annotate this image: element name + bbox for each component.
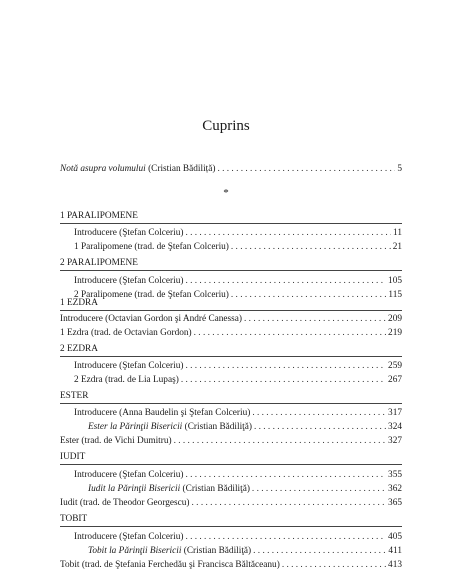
toc-entry bbox=[60, 328, 402, 339]
leader-dots bbox=[231, 242, 391, 253]
leader-dots bbox=[185, 532, 386, 543]
entry-text: 2 Paralipomene (trad. de Ştefan Colceriu) bbox=[74, 290, 229, 300]
leader-dots bbox=[252, 408, 386, 419]
toc-entry bbox=[60, 560, 402, 571]
leader-dots bbox=[253, 546, 386, 557]
entry-text: Introducere (Ştefan Colceriu) bbox=[74, 361, 184, 371]
leader-dots bbox=[185, 276, 386, 287]
section-heading: 2 PARALIPOMENE bbox=[60, 258, 138, 268]
page-number: 411 bbox=[388, 546, 402, 556]
entry-author: (Cristian Bădiliţă) bbox=[183, 546, 252, 556]
page-number: 5 bbox=[397, 164, 402, 174]
leader-dots bbox=[254, 422, 386, 433]
page-number: 362 bbox=[388, 484, 402, 494]
section-rule bbox=[60, 356, 402, 357]
section-rule bbox=[60, 403, 402, 404]
page-number: 209 bbox=[388, 314, 402, 324]
leader-dots bbox=[192, 498, 387, 509]
toc-entry bbox=[60, 498, 402, 509]
section-heading: 1 EZDRA bbox=[60, 298, 98, 308]
entry-text: 2 Ezdra (trad. de Lia Lupaş) bbox=[74, 375, 179, 385]
section-heading: 1 PARALIPOMENE bbox=[60, 211, 138, 221]
entry-text: Introducere (Anna Baudelin şi Ştefan Colceriu) bbox=[74, 408, 251, 418]
page-number: 355 bbox=[388, 470, 402, 480]
toc-entry bbox=[74, 470, 402, 481]
page-number: 365 bbox=[388, 498, 402, 508]
leader-dots bbox=[252, 484, 386, 495]
entry-text: Introducere (Octavian Gordon şi André Canessa) bbox=[60, 314, 243, 324]
toc-entry bbox=[88, 484, 402, 495]
section-rule bbox=[60, 223, 402, 224]
section-rule bbox=[60, 310, 402, 311]
page-number: 327 bbox=[388, 436, 402, 446]
entry-italic-title: Ester la Părinţii Bisericii bbox=[88, 422, 183, 432]
toc-entry bbox=[74, 276, 402, 287]
page-number: 267 bbox=[388, 375, 402, 385]
entry-text: Introducere (Ştefan Colceriu) bbox=[74, 228, 184, 238]
entry-text: Introducere (Ştefan Colceriu) bbox=[74, 276, 184, 286]
toc-entry bbox=[88, 546, 402, 557]
entry-text: Iudit (trad. de Theodor Georgescu) bbox=[60, 498, 190, 508]
section-rule bbox=[60, 526, 402, 527]
entry-text: Tobit (trad. de Ştefania Ferchedău şi Francisca Băltăceanu) bbox=[60, 560, 280, 570]
toc-entry bbox=[74, 242, 402, 253]
leader-dots bbox=[185, 228, 391, 239]
page-number: 259 bbox=[388, 361, 402, 371]
toc-entry bbox=[88, 422, 402, 433]
leader-dots bbox=[194, 328, 386, 339]
leader-dots bbox=[244, 314, 386, 325]
entry-text: 1 Ezdra (trad. de Octavian Gordon) bbox=[60, 328, 192, 338]
entry-italic-title: Iudit la Părinţii Bisericii bbox=[88, 484, 181, 494]
page-number: 324 bbox=[388, 422, 402, 432]
page-title: Cuprins bbox=[202, 118, 250, 134]
page-number: 11 bbox=[393, 228, 402, 238]
section-heading: ESTER bbox=[60, 391, 89, 401]
toc-entry bbox=[60, 436, 402, 447]
entry-text: 1 Paralipomene (trad. de Ştefan Colceriu) bbox=[74, 242, 229, 252]
section-rule bbox=[60, 270, 402, 271]
leader-dots bbox=[217, 164, 395, 175]
section-heading: IUDIT bbox=[60, 452, 86, 462]
section-heading: TOBIT bbox=[60, 514, 88, 524]
page-number: 105 bbox=[388, 276, 402, 286]
note-title: Notă asupra volumului bbox=[60, 164, 146, 174]
entry-italic-title: Tobit la Părinţii Bisericii bbox=[88, 546, 182, 556]
section-heading: 2 EZDRA bbox=[60, 344, 98, 354]
entry-author: (Cristian Bădiliţă) bbox=[182, 484, 250, 494]
toc-entry bbox=[74, 375, 402, 386]
entry-text: Ester (trad. de Vichi Dumitru) bbox=[60, 436, 172, 446]
leader-dots bbox=[231, 290, 386, 301]
page-number: 219 bbox=[388, 328, 402, 338]
note-entry bbox=[60, 164, 402, 175]
leader-dots bbox=[282, 560, 386, 571]
separator-star: * bbox=[223, 187, 229, 199]
section-rule bbox=[60, 464, 402, 465]
toc-entry bbox=[74, 290, 402, 301]
page-number: 405 bbox=[388, 532, 402, 542]
toc-entry bbox=[74, 408, 402, 419]
leader-dots bbox=[181, 375, 386, 386]
page-number: 413 bbox=[388, 560, 402, 570]
leader-dots bbox=[185, 361, 386, 372]
toc-entry bbox=[60, 314, 402, 325]
leader-dots bbox=[174, 436, 386, 447]
note-author: (Cristian Bădiliță) bbox=[148, 164, 216, 174]
page-number: 317 bbox=[388, 408, 402, 418]
toc-entry bbox=[74, 532, 402, 543]
toc-entry bbox=[74, 228, 402, 239]
leader-dots bbox=[185, 470, 386, 481]
entry-author: (Cristian Bădiliţă) bbox=[184, 422, 252, 432]
toc-entry bbox=[74, 361, 402, 372]
entry-text: Introducere (Ştefan Colceriu) bbox=[74, 532, 184, 542]
entry-text: Introducere (Ştefan Colceriu) bbox=[74, 470, 184, 480]
page-number: 21 bbox=[392, 242, 402, 252]
page-number: 115 bbox=[388, 290, 402, 300]
